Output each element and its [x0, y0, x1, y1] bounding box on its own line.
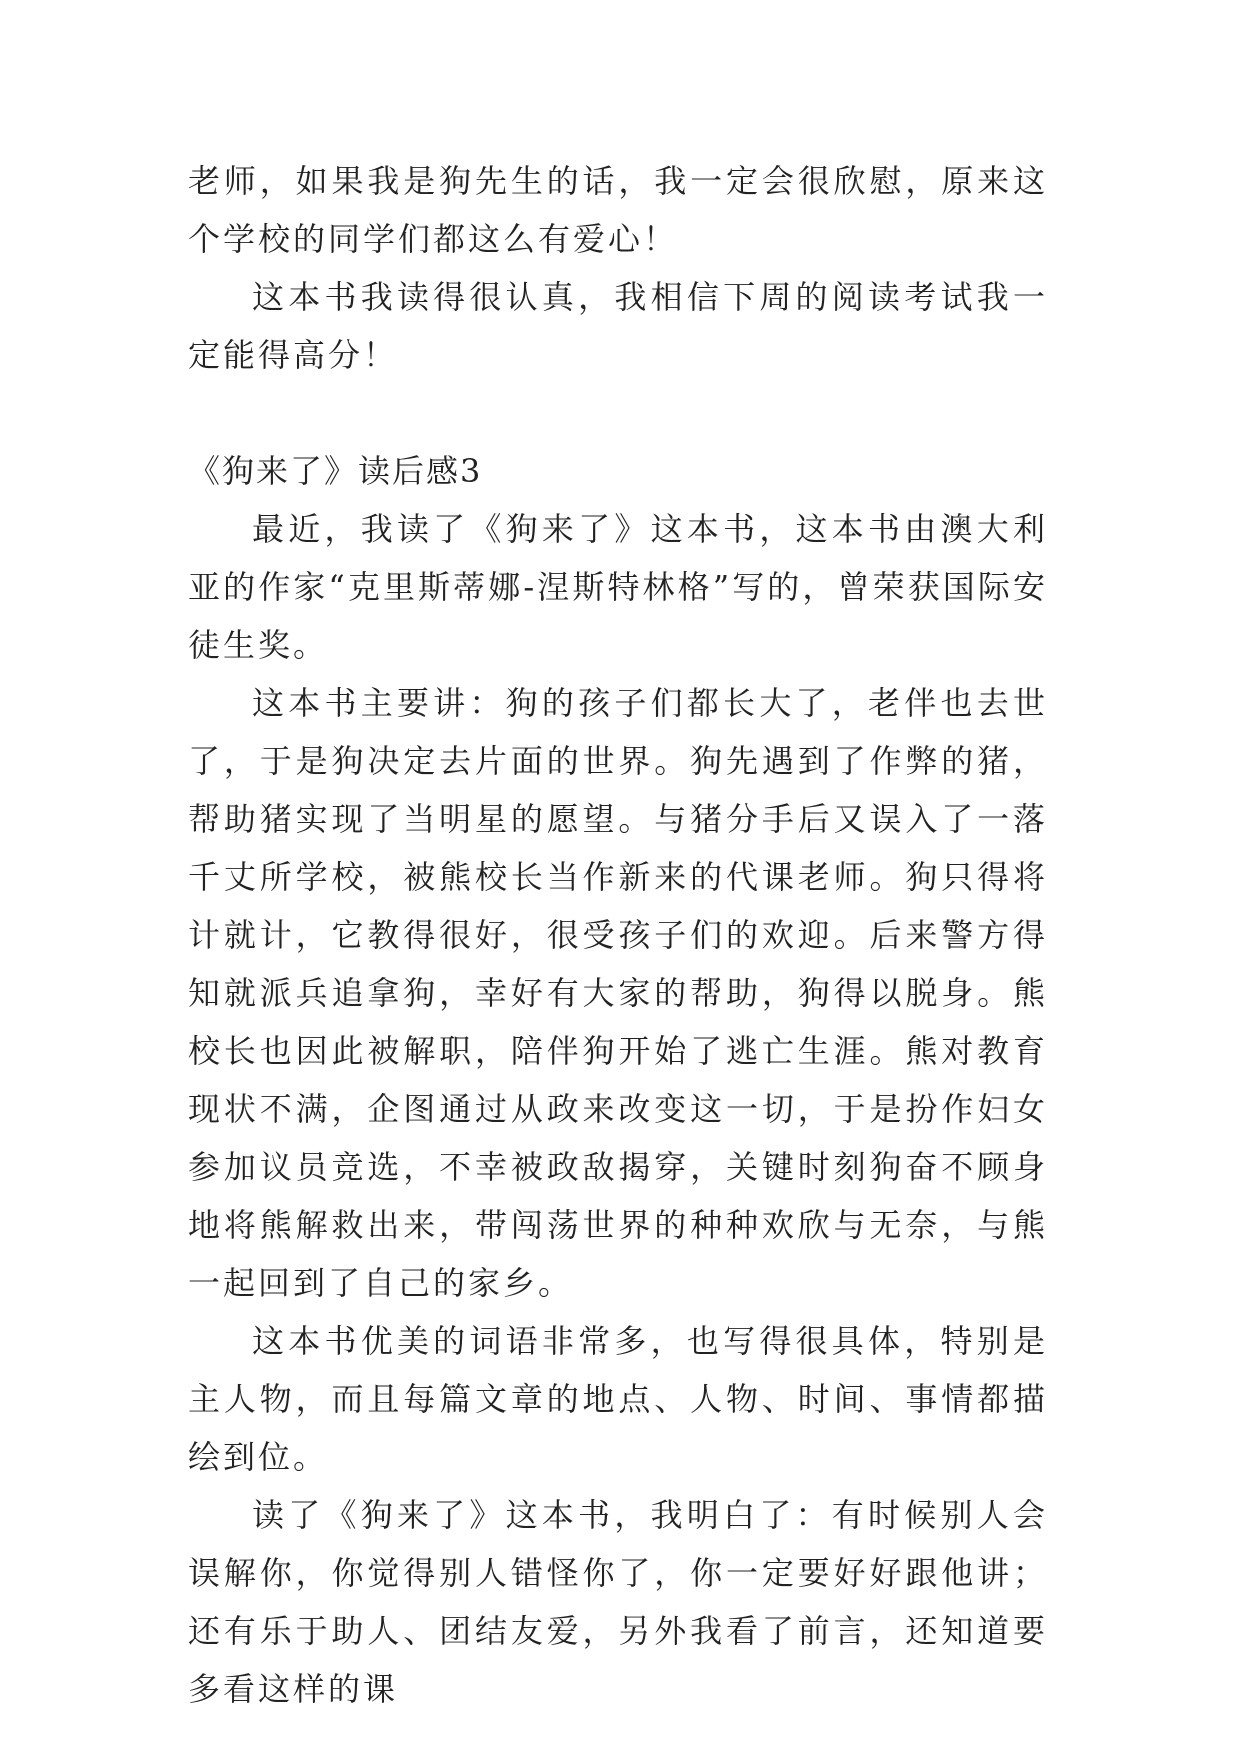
paragraph-conclusion: 这本书我读得很认真，我相信下周的阅读考试我一定能得高分！ [188, 278, 1048, 374]
paragraph-summary: 这本书主要讲：狗的孩子们都长大了，老伴也去世了，于是狗决定去片面的世界。狗先遇到了作弊的猪，帮助猪实现了当明星的愿望。与猪分手后又误入了一落千丈所学校，被熊校长当作新来的代课老师。狗只得将计就计，它教得很好，很受孩子们的欢迎。后来警方得知就派兵追拿狗，幸好有大家的帮助，狗得以脱身。熊校长也因此被解职，陪伴狗开始了逃亡生涯。熊对教育现状不满，企图通过从政来改变这一切，于是扮作妇女参加议员竞选，不幸被政敌揭穿，关键时刻狗奋不顾身地将熊解救出来，带闯荡世界的种种欢欣与无奈，与熊一起回到了自己的家乡。 [188, 684, 1048, 1302]
document-page [188, 152, 1048, 1718]
paragraph-lesson: 读了《狗来了》这本书，我明白了：有时候别人会误解你，你觉得别人错怪你了，你一定要好好跟他讲；还有乐于助人、团结友爱，另外我看了前言，还知道要多看这样的课 [188, 1496, 1048, 1708]
paragraph-continuation: 老师，如果我是狗先生的话，我一定会很欣慰，原来这个学校的同学们都这么有爱心！ [188, 162, 1048, 258]
paragraph-writing-style: 这本书优美的词语非常多，也写得很具体，特别是主人物，而且每篇文章的地点、人物、时间、事情都描绘到位。 [188, 1322, 1048, 1476]
section-title: 《狗来了》读后感3 [188, 452, 483, 490]
paragraph-intro: 最近，我读了《狗来了》这本书，这本书由澳大利亚的作家“克里斯蒂娜-涅斯特林格”写的，曾荣获国际安徒生奖。 [188, 510, 1048, 664]
